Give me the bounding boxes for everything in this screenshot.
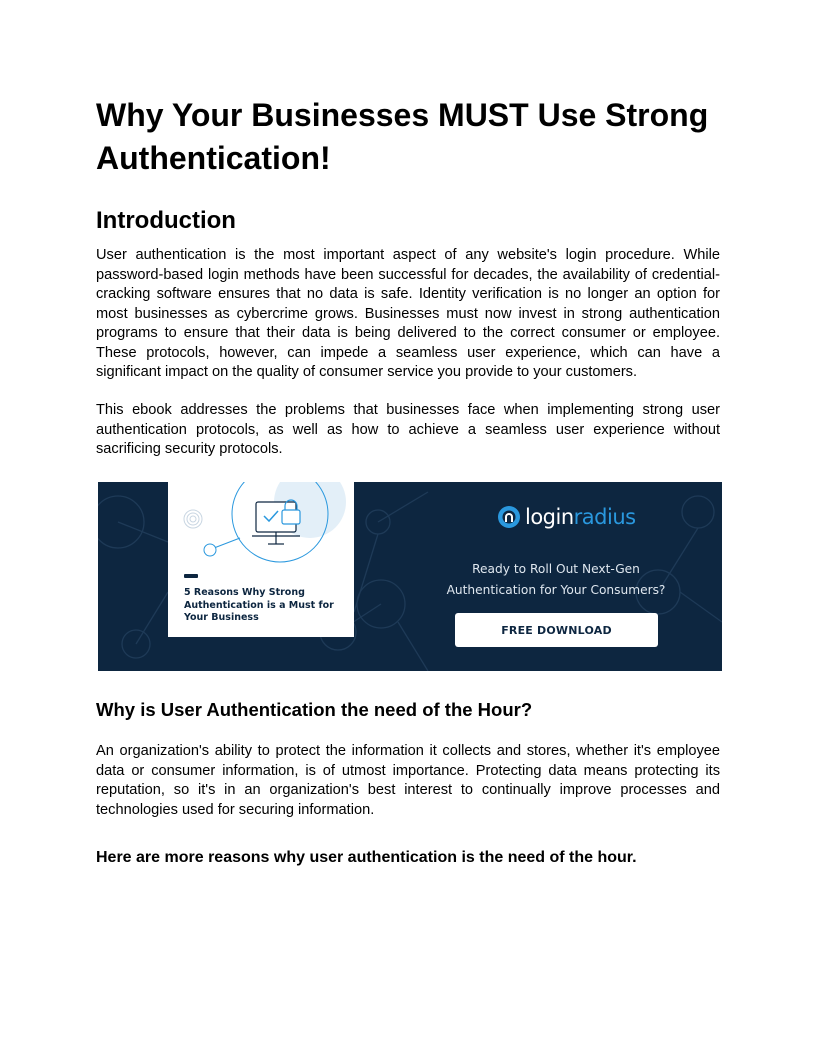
reasons-lead-in: Here are more reasons why user authentication is the need of the hour.: [96, 849, 637, 866]
ebook-cover[interactable]: [168, 482, 354, 637]
logo-radius-text: radius: [573, 505, 636, 529]
cover-tag: [184, 574, 198, 578]
loginradius-logo: [497, 502, 636, 532]
banner-tagline-line-1: Ready to Roll Out Next-Gen: [472, 562, 640, 576]
banner-tagline: [428, 559, 684, 600]
cover-title: 5 Reasons Why Strong Authentication is a Must for Your Business: [184, 587, 334, 623]
intro-paragraph-2: This ebook addresses the problems that businesses face when implementing strong user authentication protocols, as well as how to achieve a seamless user experience without sacrificing security protocols.: [96, 402, 720, 457]
intro-heading: Introduction: [96, 207, 236, 234]
section-heading: Why is User Authentication the need of the Hour?: [96, 699, 533, 720]
ebook-banner[interactable]: [98, 482, 722, 671]
logo-wordmark: [525, 505, 636, 529]
free-download-button[interactable]: FREE DOWNLOAD: [455, 613, 658, 647]
intro-paragraph-1: User authentication is the most important aspect of any website's login procedure. While password-based login methods have been successful for decades, the availability of credential-cracking software ensures that no data is safe. Identity verification is no longer an option for most businesses as cybercrime grows. Businesses must now invest in strong authentication programs to ensure that their data is being delivered to the correct consumer or employee. These protocols, however, can impede a seamless user experience, which can have a significant impact on the quality of consumer service you provide to your customers.: [96, 247, 720, 380]
fingerprint-icon: [182, 508, 204, 530]
loginradius-logo-icon: [497, 505, 521, 529]
logo-login-text: login: [525, 505, 574, 529]
banner-tagline-line-2: Authentication for Your Consumers?: [446, 582, 666, 597]
section-paragraph: An organization's ability to protect the information it collects and stores, whether it's employee data or consumer information, is of utmost importance. Protecting data means protecting its reputation, so it's in an organization's best interest to continually improve processes and technologies used for securing information.: [96, 743, 720, 818]
page-title: Why Your Businesses MUST Use Strong Authentication!: [96, 97, 709, 176]
